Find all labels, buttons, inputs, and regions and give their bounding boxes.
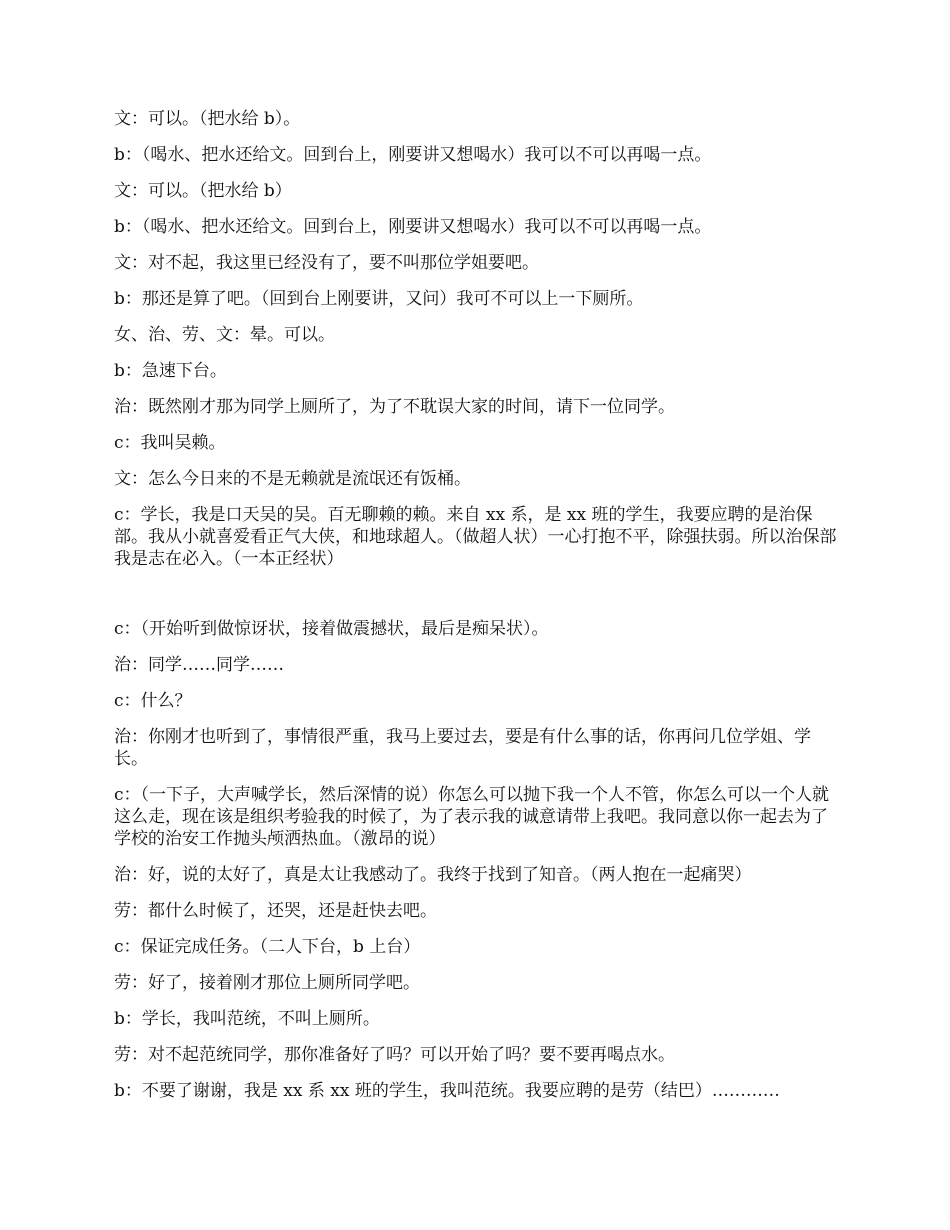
dialogue-line: 治：同学……同学…… [114, 655, 284, 675]
dialogue-line: c：保证完成任务。（二人下台，b 上台） [114, 937, 421, 957]
dialogue-line: 劳：对不起范统同学，那你准备好了吗？可以开始了吗？要不要再喝点水。 [114, 1045, 675, 1065]
dialogue-line: 劳：都什么时候了，还哭，还是赶快去吧。 [114, 901, 437, 921]
dialogue-line: c：我叫吴赖。 [114, 433, 226, 453]
dialogue-line: 女、治、劳、文：晕。可以。 [114, 325, 335, 345]
dialogue-line: 治：好，说的太好了，真是太让我感动了。我终于找到了知音。（两人抱在一起痛哭） [114, 865, 752, 885]
dialogue-line: 文：怎么今日来的不是无赖就是流氓还有饭桶。 [114, 469, 471, 489]
dialogue-line: b：（喝水、把水还给文。回到台上，刚要讲又想喝水）我可以不可以再喝一点。 [114, 145, 712, 165]
dialogue-line: 文：可以。（把水给 b）。 [114, 109, 301, 129]
dialogue-line: c：什么？ [114, 691, 192, 711]
document-body [114, 108, 844, 1116]
dialogue-line: 文：对不起，我这里已经没有了，要不叫那位学姐要吧。 [114, 253, 539, 273]
dialogue-line: 文：可以。（把水给 b） [114, 181, 292, 201]
section-gap [114, 584, 844, 618]
dialogue-line: b：学长，我叫范统，不叫上厕所。 [114, 1009, 380, 1029]
dialogue-line: c：学长，我是口天吴的吴。百无聊赖的赖。来自 xx 系，是 xx 班的学生，我要应聘的是治保部。我从小就喜爱看正气大侠，和地球超人。（做超人状）一心打抱不平，除强扶弱。所以治保部我是志在必入。（一本正经状） [114, 505, 837, 569]
dialogue-line: 劳：好了，接着刚才那位上厕所同学吧。 [114, 973, 420, 993]
dialogue-line: c：（开始听到做惊讶状，接着做震撼状，最后是痴呆状）。 [114, 619, 549, 639]
dialogue-line: b：急速下台。 [114, 361, 227, 381]
dialogue-line: b：不要了谢谢，我是 xx 系 xx 班的学生，我叫范统。我要应聘的是劳（结巴）………… [114, 1081, 780, 1101]
dialogue-line: b：（喝水、把水还给文。回到台上，刚要讲又想喝水）我可以不可以再喝一点。 [114, 217, 712, 237]
dialogue-line: b：那还是算了吧。（回到台上刚要讲，又问）我可不可以上一下厕所。 [114, 289, 644, 309]
dialogue-line: c：（一下子，大声喊学长，然后深情的说）你怎么可以抛下我一个人不管，你怎么可以一个人就这么走，现在该是组织考验我的时候了，为了表示我的诚意请带上我吧。我同意以你一起去为了学校的治安工作抛头颅洒热血。（激昂的说） [114, 785, 830, 849]
dialogue-line: 治：既然刚才那为同学上厕所了，为了不耽误大家的时间，请下一位同学。 [114, 397, 675, 417]
dialogue-line: 治：你刚才也听到了，事情很严重，我马上要过去，要是有什么事的话，你再问几位学姐、学长。 [114, 727, 811, 769]
